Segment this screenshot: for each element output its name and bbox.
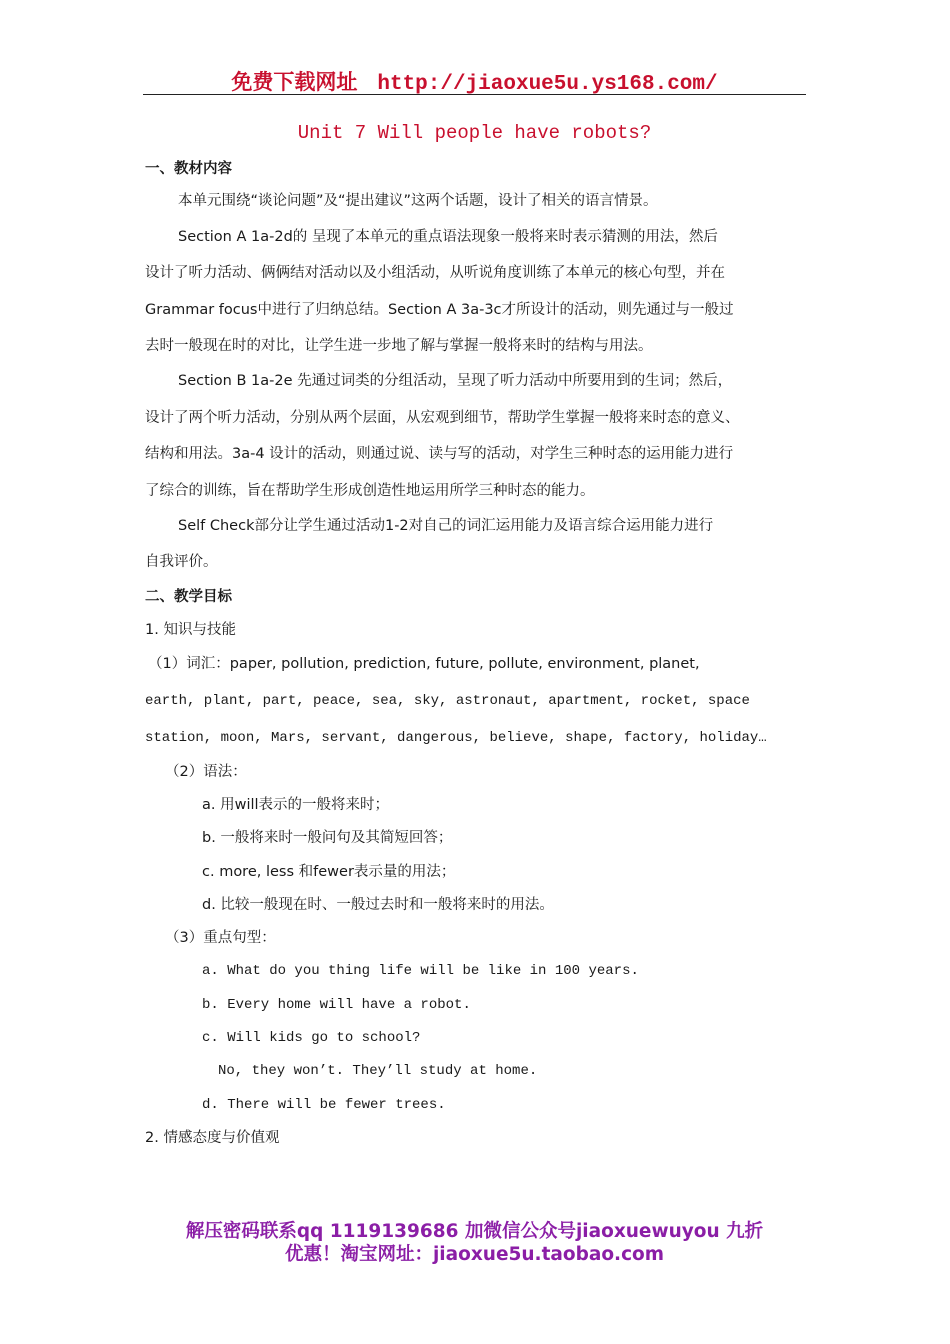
paragraph-line: 结构和用法。3a-4 设计的活动，则通过说、读与写的活动，对学生三种时态的运用能力进行 — [145, 446, 734, 462]
header-label: 免费下载网址 — [231, 70, 358, 94]
paragraph-line: Self Check部分让学生通过活动1-2对自己的词汇运用能力及语言综合运用能力进行 — [178, 518, 714, 534]
key-sentences-heading: （3）重点句型： — [165, 930, 276, 946]
paragraph-line: 设计了两个听力活动，分别从两个层面，从宏观到细节，帮助学生掌握一般将来时态的意义、 — [145, 410, 740, 426]
grammar-item: c. more, less 和fewer表示量的用法； — [202, 864, 456, 880]
grammar-item: d. 比较一般现在时、一般过去时和一般将来时的用法。 — [202, 897, 554, 913]
grammar-item: a. 用will表示的一般将来时； — [202, 797, 390, 813]
section-heading-goals: 二、教学目标 — [145, 589, 232, 605]
header-divider — [143, 94, 806, 95]
grammar-heading: （2）语法： — [165, 764, 247, 780]
paragraph-line: 去时一般现在时的对比，让学生进一步地了解与掌握一般将来时的结构与用法。 — [145, 338, 653, 354]
page-title: Unit 7 Will people have robots? — [297, 122, 652, 144]
goal-heading-knowledge: 1. 知识与技能 — [145, 622, 236, 638]
key-sentence-answer: No, they won’t. They’ll study at home. — [218, 1063, 538, 1079]
vocab-line: station, moon, Mars, servant, dangerous, believe, shape, factory, holiday… — [145, 730, 767, 746]
key-sentence: d. There will be fewer trees. — [202, 1097, 446, 1113]
grammar-item: b. 一般将来时一般问句及其简短回答； — [202, 830, 453, 846]
footer-shop: 优惠！淘宝网址：jiaoxue5u.taobao.com — [284, 1244, 665, 1265]
paragraph-line: 设计了听力活动、俩俩结对活动以及小组活动，从听说角度训练了本单元的核心句型，并在 — [145, 265, 725, 281]
paragraph-line: Section A 1a-2d的 呈现了本单元的重点语法现象一般将来时表示猜测的用法，然后 — [178, 229, 718, 245]
paragraph-line: 本单元围绕“谈论问题”及“提出建议”这两个话题，设计了相关的语言情景。 — [178, 193, 658, 209]
header-url-link[interactable]: http://jiaoxue5u.ys168.com/ — [377, 73, 718, 96]
paragraph-line: 自我评价。 — [145, 554, 218, 570]
section-heading-content: 一、教材内容 — [145, 161, 232, 177]
download-header — [143, 66, 806, 94]
key-sentence: b. Every home will have a robot. — [202, 997, 471, 1013]
paragraph-line: 了综合的训练，旨在帮助学生形成创造性地运用所学三种时态的能力。 — [145, 483, 595, 499]
paragraph-line: Grammar focus中进行了归纳总结。Section A 3a-3c才所设计的活动，则先通过与一般过 — [145, 302, 734, 318]
goal-heading-attitude: 2. 情感态度与价值观 — [145, 1130, 280, 1146]
footer-contact: 解压密码联系qq 1119139686 加微信公众号jiaoxuewuyou 九折 — [185, 1221, 764, 1242]
vocab-line: （1）词汇：paper, pollution, prediction, future, pollute, environment, planet, — [148, 656, 700, 672]
paragraph-line: Section B 1a-2e 先通过词类的分组活动，呈现了听力活动中所要用到的生词；然后， — [178, 373, 733, 389]
key-sentence: a. What do you thing life will be like in 100 years. — [202, 963, 639, 979]
vocab-line: earth, plant, part, peace, sea, sky, astronaut, apartment, rocket, space — [145, 693, 750, 709]
key-sentence: c. Will kids go to school? — [202, 1030, 421, 1046]
